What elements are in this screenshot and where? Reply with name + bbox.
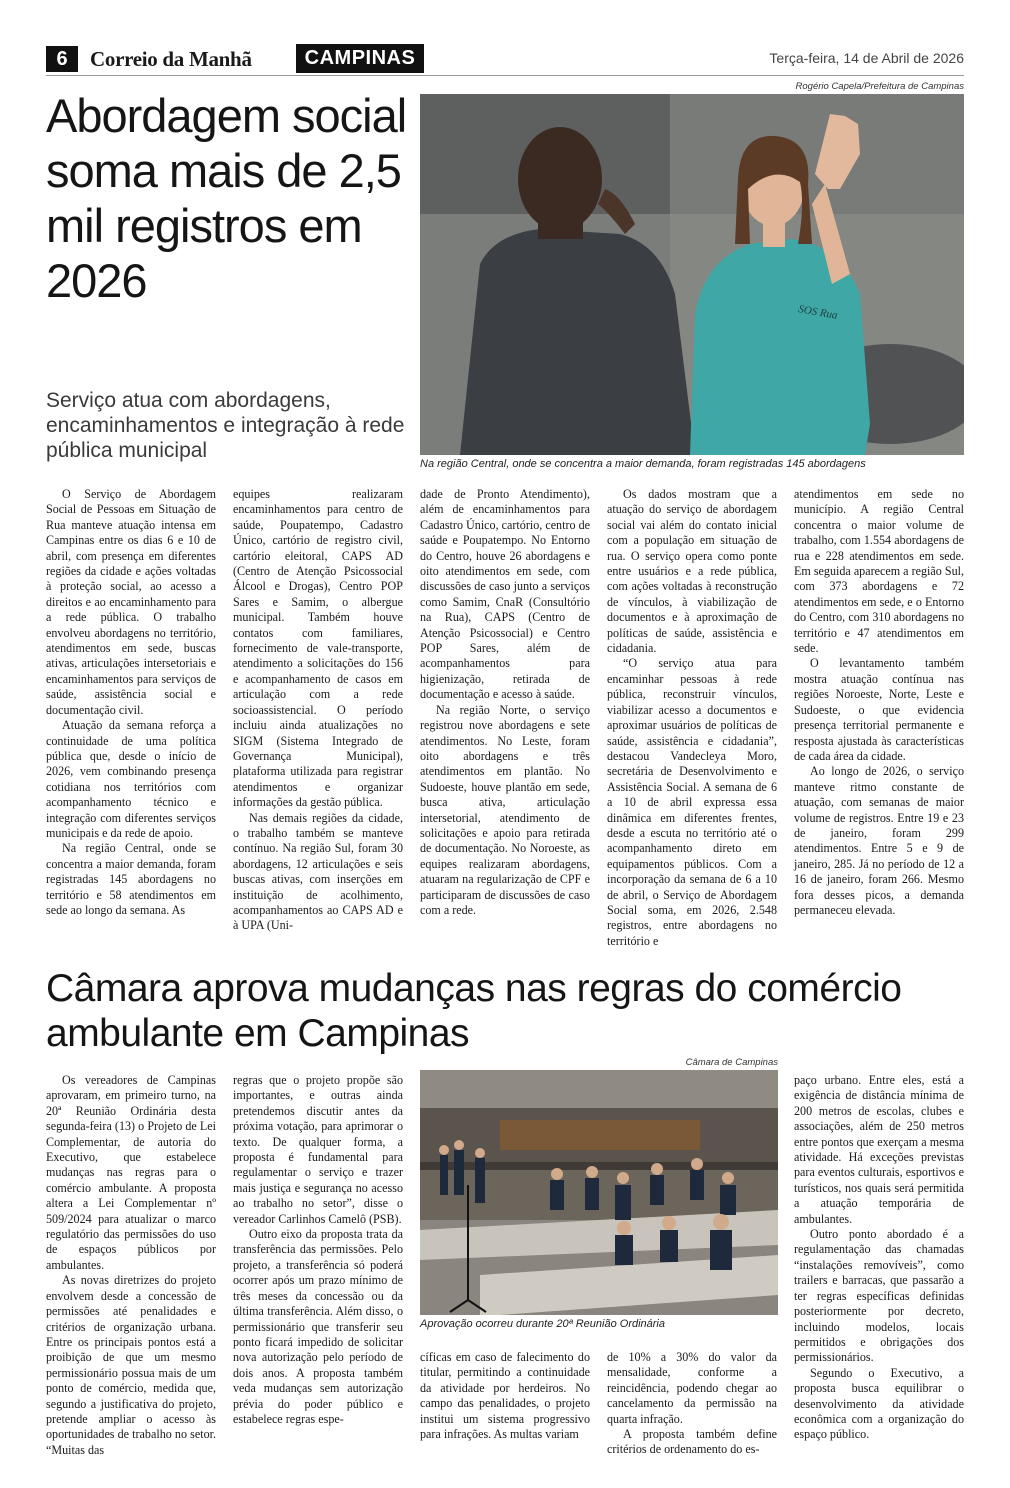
paragraph: Nas demais regiões da cidade, o trabalho também se manteve contínuo. Na região Sul, foram 30 abordagens, 12 articulações e seis buscas ativas, com inserções em instituição de acolhimento, acompanhamentos ao CAPS AD e à UPA (Uni-: [233, 810, 403, 933]
shirt-text: SOS Rua: [797, 303, 839, 322]
article2-column-3: [420, 1350, 590, 1442]
article1-subtitle: Serviço atua com abordagens, encaminhamentos e integração à rede pública municipal: [46, 389, 405, 462]
article1-column-5: [794, 487, 964, 918]
paragraph: Na região Norte, o serviço registrou nove abordagens e sete atendimentos. No Leste, foram oito abordagens e três atendimentos em plantão. No Sudoeste, houve plantão em sede, busca ativa, articulação intersetorial, atendimento de solicitações e apoio para retirada de documentação. No Noroeste, as equipes realizaram abordagens, atuaram na regularização de CPF e participaram de discussões de caso com a rede.: [420, 702, 590, 917]
paragraph: Segundo o Executivo, a proposta busca equilibrar o desenvolvimento da atividade econômica com a organização do espaço público.: [794, 1365, 964, 1442]
article1-column-1: [46, 487, 216, 918]
chamber-session-illustration: [420, 1070, 778, 1315]
paragraph: regras que o projeto propõe são importantes, e outras ainda pretendemos discutir antes da próxima votação, para aprimorar o texto. De qualquer forma, a proposta é fundamental para regulamentar o serviço e trazer mais justiça e segurança no acesso ao trabalho no setor”, disse o vereador Carlinhos Camelô (PSB).: [233, 1073, 403, 1226]
article1-column-4: [607, 487, 777, 949]
page-number: 6: [46, 46, 78, 72]
newspaper-name: Correio da Manhã: [90, 47, 252, 71]
paragraph: Outro ponto abordado é a regulamentação das chamadas “instalações removíveis”, como trailers e barracas, que passarão a ter regras específicas definidas posteriormente por decreto, incluindo modelos, locais permitidos e obrigações dos permissionários.: [794, 1227, 964, 1365]
article1-headline: Abordagem social soma mais de 2,5 mil registros em 2026: [46, 89, 407, 307]
paragraph: de 10% a 30% do valor da mensalidade, conforme a reincidência, podendo chegar ao cancelamento da permissão na quarta infração.: [607, 1350, 777, 1426]
article2-headline: Câmara aprova mudanças nas regras do comércio ambulante em Campinas: [46, 967, 902, 1055]
paragraph: Atuação da semana reforça a continuidade de uma política pública que, desde o início de 2026, vem combinando presença cotidiana nos territórios com acompanhamento técnico e integração com diferentes serviços municipais e da rede de apoio.: [46, 718, 216, 840]
article2-column-2: [233, 1073, 403, 1427]
section-label: CAMPINAS: [296, 44, 424, 73]
paragraph: As novas diretrizes do projeto envolvem desde a concessão de permissões até penalidades e critérios de organização urbana. Entre os principais pontos está a proibição de que um mesmo permissionário possua mais de um ponto de comércio, medida que, segundo a justificativa do projeto, pretende ampliar o acesso às oportunidades de trabalho no setor. “Muitas das: [46, 1273, 216, 1457]
paragraph: Os dados mostram que a atuação do serviço de abordagem social vai além do contato inicial com a população em situação de rua. O serviço opera como ponte entre usuários e a rede pública, com ações voltadas à reconstrução de vínculos, à viabilização de documentos e à aproximação de políticas de saúde, assistência e cidadania.: [607, 487, 777, 656]
paragraph: O levantamento também mostra atuação contínua nas regiões Noroeste, Norte, Leste e Sudoeste, o que evidencia presença territorial permanente e resposta ajustada às características de cada área da cidade.: [794, 656, 964, 763]
article2-photo-caption: Aprovação ocorreu durante 20ª Reunião Ordinária: [420, 1318, 665, 1330]
article2-photo-credit: Câmara de Campinas: [685, 1057, 778, 1068]
paragraph: Outro eixo da proposta trata da transferência das permissões. Pelo projeto, a transferência só poderá ocorrer após um prazo mínimo de três meses da concessão ou da última transferência. Além disso, o permissionário que transferir seu ponto ficará impedido de solicitar nova autorização pelo período de dois anos. A proposta também veda mudanças sem autorização prévia do poder público e estabelece regras espe-: [233, 1227, 403, 1426]
paragraph: Os vereadores de Campinas aprovaram, em primeiro turno, na 20ª Reunião Ordinária desta segunda-feira (13) o Projeto de Lei Complementar, de autoria do Executivo, que estabelece mudanças nas regras para o comércio ambulante. A proposta altera a Lei Complementar nº 509/2024 para atualizar o marco regulatório das permissões do uso de espaços públicos por ambulantes.: [46, 1073, 216, 1272]
paragraph: dade de Pronto Atendimento), além de encaminhamentos para Cadastro Único, cartório, centro de saúde e Poupatempo. No Entorno do Centro, houve 26 abordagens e oito atendimentos em sede, com discussões de caso junto a serviços como Samim, CnaR (Consultório na Rua), CAPS (Centro de Atenção Psicossocial) e Centro POP Sares, além de acompanhamentos para higienização, retirada de documentação e acesso à saúde.: [420, 487, 590, 702]
paragraph: O Serviço de Abordagem Social de Pessoas em Situação de Rua manteve atuação intensa em Campinas entre os dias 6 e 10 de abril, com presença em diferentes regiões da cidade e ações voltadas à proteção social, ao acesso a direitos e ao encaminhamento para a rede pública. O trabalho envolveu abordagens no território, atendimentos em sede, buscas ativas, articulações intersetoriais e encaminhamentos para serviços de saúde, assistência social e documentação civil.: [46, 487, 216, 717]
header-rule: [46, 75, 964, 76]
paragraph: cíficas em caso de falecimento do titular, permitindo a continuidade da atividade por herdeiros. No campo das penalidades, o projeto institui um sistema progressivo para infrações. As multas variam: [420, 1350, 590, 1442]
paragraph: A proposta também define critérios de ordenamento do es-: [607, 1427, 777, 1457]
article1-photo: [420, 94, 964, 455]
article1-photo-credit: Rogério Capela/Prefeitura de Campinas: [795, 81, 964, 92]
article1-photo-caption: Na região Central, onde se concentra a maior demanda, foram registradas 145 abordagens: [420, 458, 866, 470]
paragraph: paço urbano. Entre eles, está a exigência de distância mínima de 200 metros de escolas, clubes e associações, além de 250 metros entre pontos que exerçam a mesma atividade. Há exceções previstas para eventos culturais, esportivos e turísticos, nos quais será permitida a atuação temporária de ambulantes.: [794, 1073, 964, 1226]
article1-column-2: [233, 487, 403, 934]
paragraph: “O serviço atua para encaminhar pessoas à rede pública, reconstruir vínculos, viabilizar acesso a documentos e aproximar usuários de políticas de saúde, assistência e cidadania”, destacou Vandecleya Moro, secretária de Desenvolvimento e Assistência Social. A semana de 6 a 10 de abril expressa essa dinâmica em diferentes frentes, desde a escuta no território até o acompanhamento direto em equipamentos públicos. Com a incorporação da semana de 6 a 10 de abril, o Serviço de Abordagem Social soma, em 2026, 2.548 registros, entre abordagens no território e: [607, 656, 777, 948]
article2-photo: [420, 1070, 778, 1315]
social-workers-illustration: [420, 94, 964, 455]
paragraph: Na região Central, onde se concentra a maior demanda, foram registradas 145 abordagens no território e 58 atendimentos em sede ao longo da semana. As: [46, 841, 216, 917]
article2-column-4: [607, 1350, 777, 1458]
paragraph: equipes realizaram encaminhamentos para centro de saúde, Poupatempo, Cadastro Único, cartório de registro civil, cartório eleitoral, CAPS AD (Centro de Atenção Psicossocial Álcool e Drogas), Centro POP Sares e Samim, o albergue municipal. Também houve contatos com familiares, fornecimento de vale-transporte, atendimento a solicitações do 156 e acompanhamento de casos em articulação com a rede socioassistencial. O período incluiu ainda atualizações no SIGM (Sistema Integrado de Governança Municipal), plataforma utilizada para registrar atendimentos e organizar informações da gestão pública.: [233, 487, 403, 810]
issue-date: Terça-feira, 14 de Abril de 2026: [769, 50, 964, 66]
article1-column-3: [420, 487, 590, 918]
paragraph: atendimentos em sede no município. A região Central concentra o maior volume de trabalho, com 1.554 abordagens de rua e 228 atendimentos em sede. Em seguida aparecem a região Sul, com 373 abordagens e 72 atendimentos em sede, e o Entorno do Centro, com 310 abordagens no território e 47 atendimentos em sede.: [794, 487, 964, 656]
article2-column-1: [46, 1073, 216, 1458]
article2-column-5: [794, 1073, 964, 1443]
paragraph: Ao longo de 2026, o serviço manteve ritmo constante de atuação, com semanas de maior volume de registros. Entre 19 e 23 de janeiro, foram 299 atendimentos. Entre 5 e 9 de janeiro, 285. Já no período de 12 a 16 de janeiro, foram 266. Mesmo fora desses picos, a demanda permaneceu elevada.: [794, 764, 964, 917]
